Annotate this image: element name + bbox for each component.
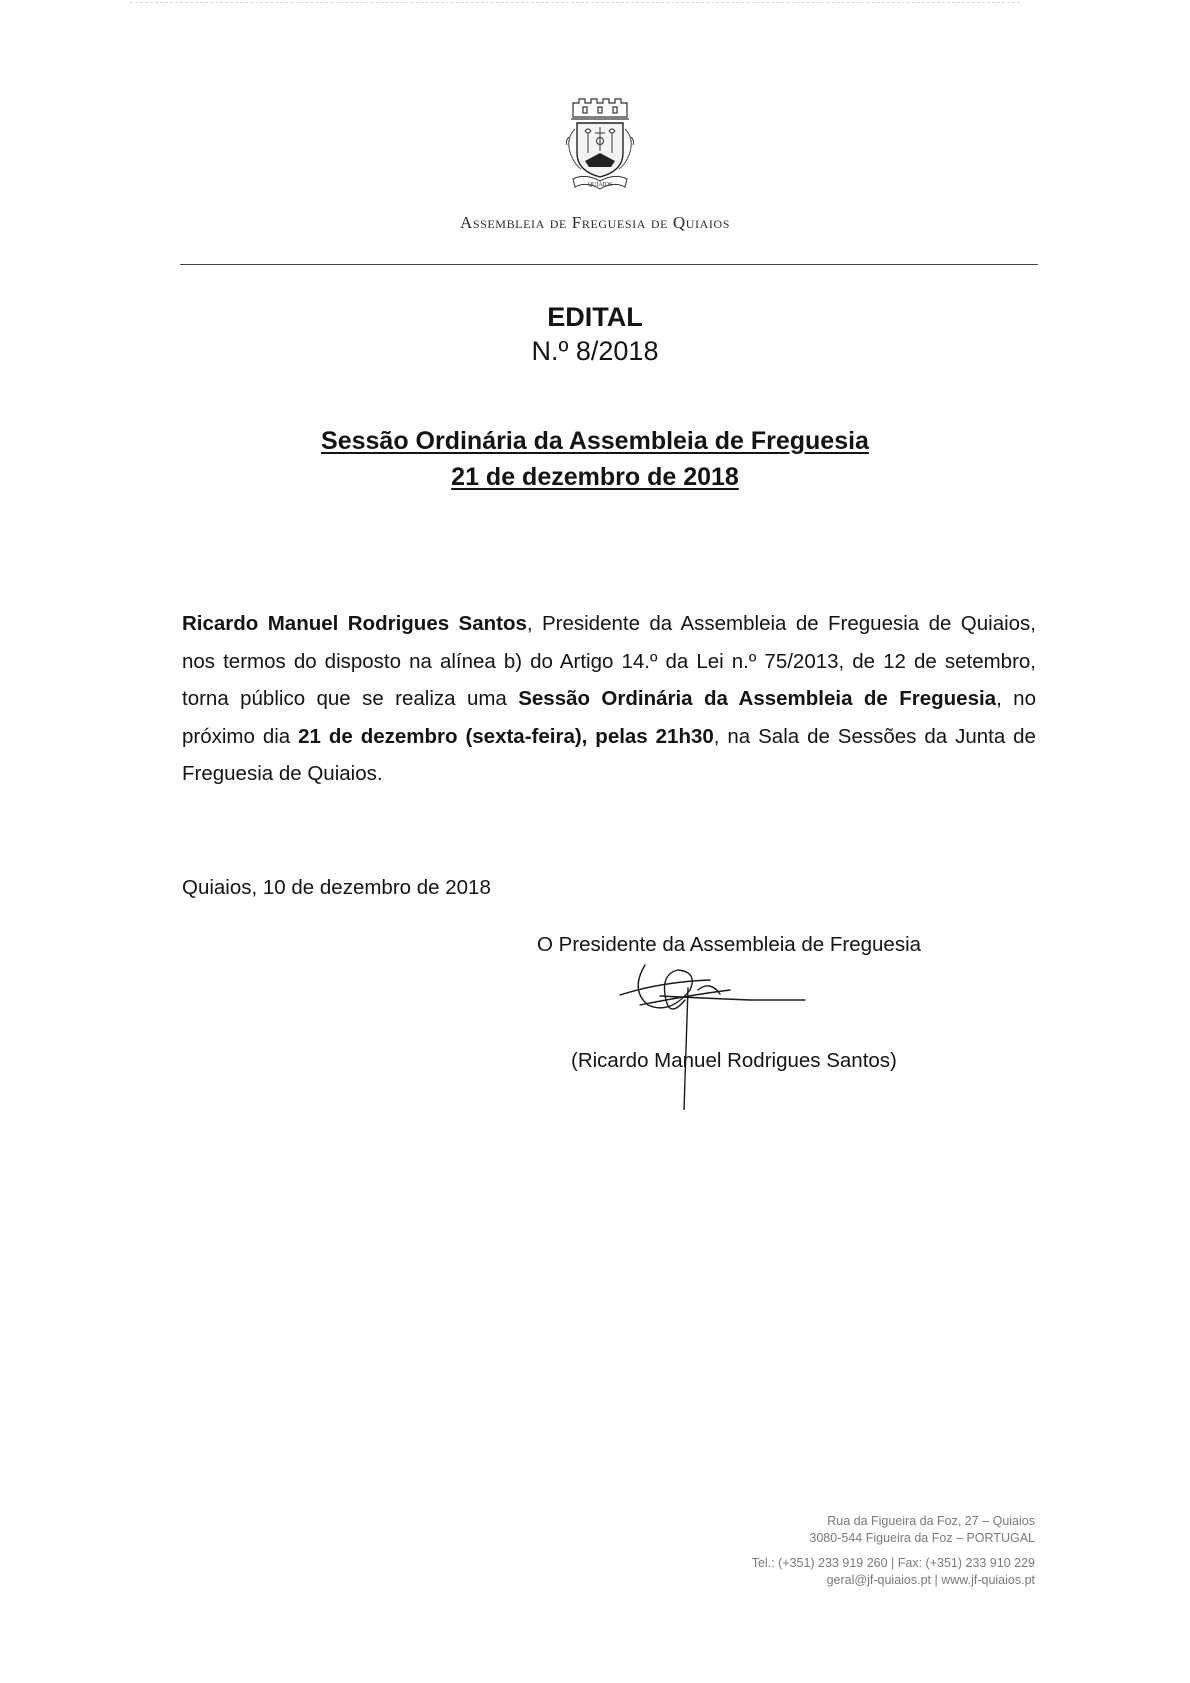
session-title-line1: Sessão Ordinária da Assembleia de Freguesia — [321, 427, 869, 455]
document-heading: EDITAL — [547, 302, 643, 332]
crest-scroll-text: QUIAIOS — [587, 182, 613, 188]
session-title-line2: 21 de dezembro de 2018 — [451, 463, 739, 491]
body-text-part2: , no próximo dia — [182, 687, 1036, 748]
coat-of-arms-icon — [555, 95, 645, 195]
footer-phone: Tel.: (+351) 233 919 260 | Fax: (+351) 233 910 229 — [751, 1556, 1035, 1570]
scan-edge-line — [130, 2, 1020, 3]
organization-name: Assembleia de Freguesia de Quiaios — [459, 213, 731, 232]
title-block — [0, 300, 1190, 368]
handwritten-signature — [600, 960, 840, 1110]
footer-address-line2: 3080-544 Figueira da Foz – PORTUGAL — [809, 1531, 1035, 1545]
footer-address-line1: Rua da Figueira da Foz, 27 – Quiaios — [827, 1514, 1035, 1528]
body-text-part1: , Presidente da Assembleia de Freguesia de Quiaios, nos termos do disposto na alínea b) do Artigo 14.º da Lei n.º 75/2013, de 12 de setembro, torna público que se realiza uma — [182, 612, 1037, 710]
place-date: Quiaios, 10 de dezembro de 2018 — [182, 876, 491, 899]
signer-title: O Presidente da Assembleia de Freguesia — [537, 933, 922, 956]
body-text-part3: , na Sala de Sessões da Junta de Freguesia de Quiaios. — [182, 724, 1036, 785]
notice-body — [182, 605, 1036, 793]
session-title — [0, 423, 1190, 495]
session-bold: Sessão Ordinária da Assembleia de Freguesia — [518, 687, 997, 710]
header-divider — [180, 264, 1038, 265]
president-name: Ricardo Manuel Rodrigues Santos — [182, 612, 527, 635]
document-number: N.º 8/2018 — [531, 336, 659, 366]
session-date-bold: 21 de dezembro (sexta-feira), pelas 21h30 — [298, 724, 714, 748]
footer-contact — [752, 1513, 1035, 1589]
footer-web: geral@jf-quiaios.pt | www.jf-quiaios.pt — [826, 1573, 1035, 1587]
signer-name: (Ricardo Manuel Rodrigues Santos) — [571, 1049, 897, 1072]
